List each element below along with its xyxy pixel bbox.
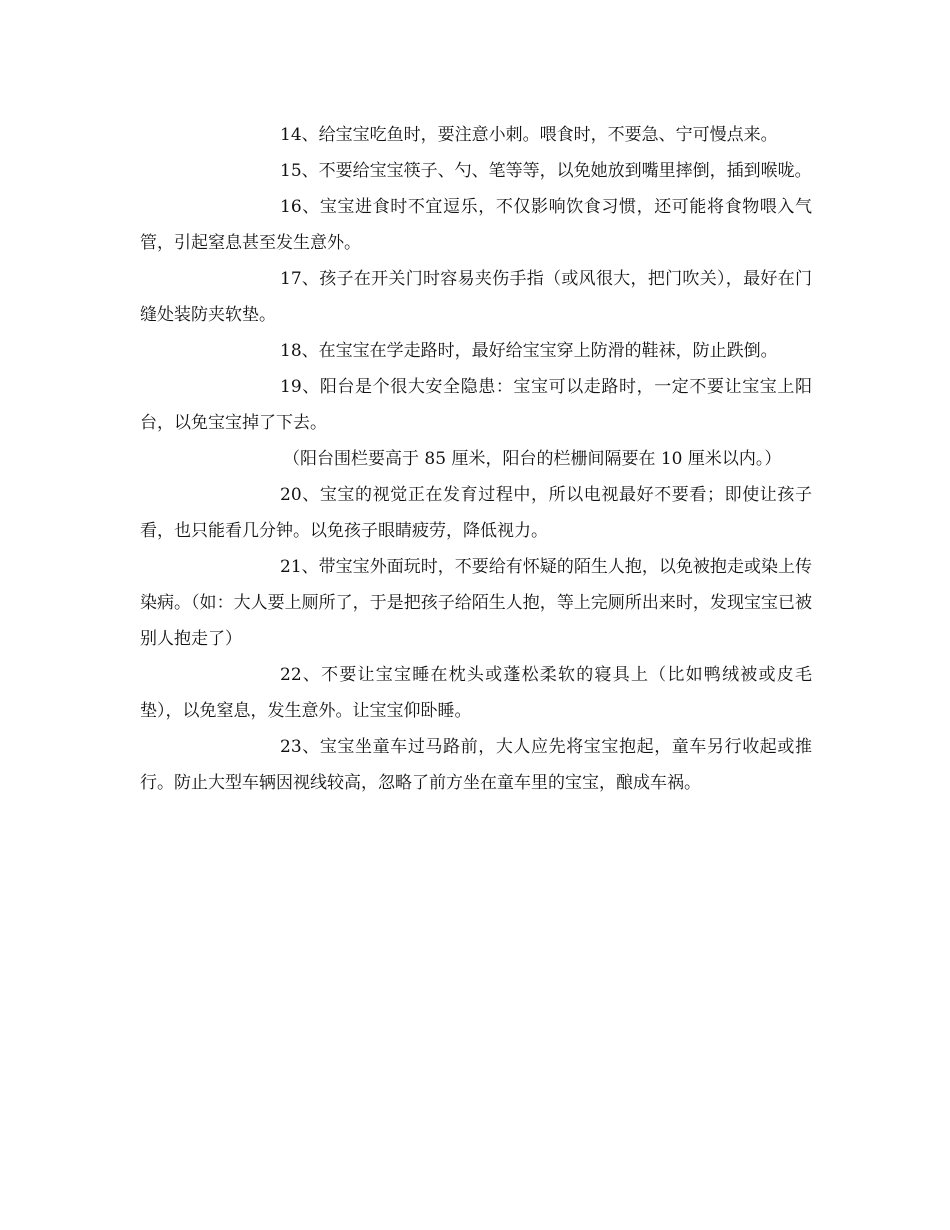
paragraph-15: 15、不要给宝宝筷子、勺、笔等等，以免她放到嘴里摔倒，插到喉咙。 [280, 161, 812, 181]
paragraph-16: 16、宝宝进食时不宜逗乐，不仅影响饮食习惯，还可能将食物喂入气管，引起窒息甚至发生意外。 [140, 197, 812, 253]
paragraph-19-note: （阳台围栏要高于 85 厘米，阳台的栏栅间隔要在 10 厘米以内。） [283, 449, 782, 469]
paragraph-20: 20、宝宝的视觉正在发育过程中，所以电视最好不要看；即使让孩子看，也只能看几分钟。以免孩子眼睛疲劳，降低视力。 [140, 485, 812, 541]
paragraph-18: 18、在宝宝在学走路时，最好给宝宝穿上防滑的鞋袜，防止跌倒。 [280, 341, 778, 361]
paragraph-21: 21、带宝宝外面玩时，不要给有怀疑的陌生人抱，以免被抱走或染上传染病。（如：大人要上厕所了，于是把孩子给陌生人抱，等上完厕所出来时，发现宝宝已被别人抱走了） [140, 557, 812, 649]
paragraph-22: 22、不要让宝宝睡在枕头或蓬松柔软的寝具上（比如鸭绒被或皮毛垫），以免窒息，发生意外。让宝宝仰卧睡。 [140, 665, 812, 721]
paragraph-23: 23、宝宝坐童车过马路前，大人应先将宝宝抱起，童车另行收起或推行。防止大型车辆因视线较高，忽略了前方坐在童车里的宝宝，酿成车祸。 [140, 737, 812, 793]
paragraph-19: 19、阳台是个很大安全隐患：宝宝可以走路时，一定不要让宝宝上阳台，以免宝宝掉了下去。 [140, 377, 812, 433]
paragraph-17: 17、孩子在开关门时容易夹伤手指（或风很大，把门吹关），最好在门缝处装防夹软垫。 [140, 269, 812, 325]
body-text [140, 117, 812, 801]
paragraph-14: 14、给宝宝吃鱼时，要注意小刺。喂食时，不要急、宁可慢点来。 [280, 125, 778, 145]
